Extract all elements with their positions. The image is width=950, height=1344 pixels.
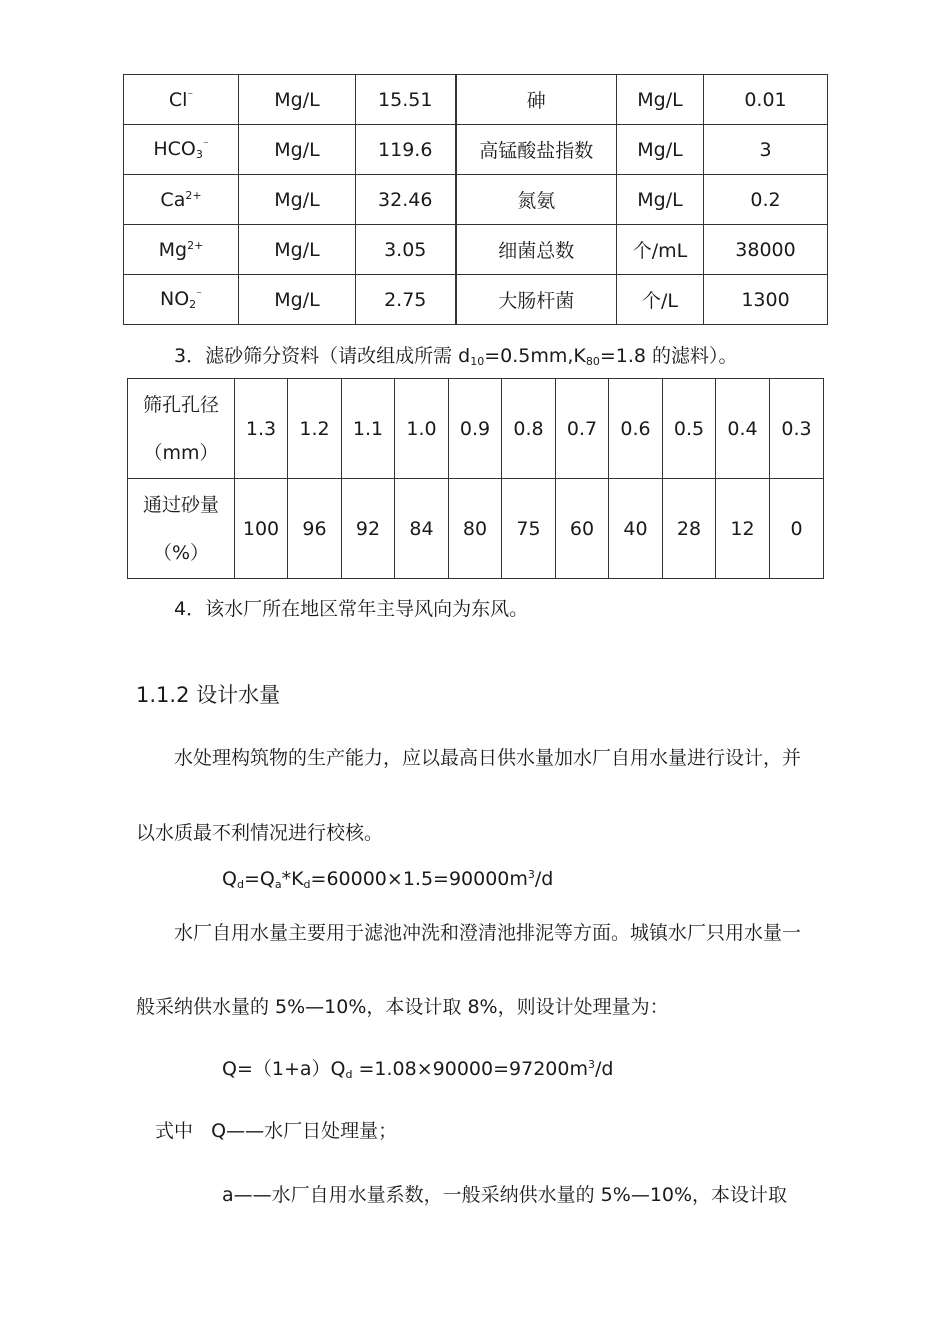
sieve-pass-cell: 80 [449,479,502,579]
cell-unit: Mg/L [239,175,356,225]
cell-param-2: 氮氨 [456,175,617,225]
sieve-size-cell: 0.8 [502,379,556,479]
a-coefficient-line: a——水厂自用水量系数，一般采纳供水量的 5%—10%，本设计取 [222,1184,788,1206]
cell-value-2: 3 [704,125,828,175]
cell-value-2: 38000 [704,225,828,275]
sieve-pass-label-line1: 通过砂量 [142,493,219,516]
sieve-pass-cell: 12 [716,479,770,579]
cell-unit-2: 个/L [617,275,704,325]
sieve-pass-cell: 75 [502,479,556,579]
cell-unit-2: 个/mL [617,225,704,275]
sieve-pass-cell: 40 [609,479,663,579]
cell-value-2: 1300 [704,275,828,325]
paragraph-2-line-1: 水厂自用水量主要用于滤池冲洗和澄清池排泥等方面。城镇水厂只用水量一 [174,922,802,944]
table-row [124,175,828,225]
cell-param [124,225,239,275]
sieve-caption-suffix: =1.8 的滤料）。 [599,345,738,367]
cell-value: 32.46 [356,175,456,225]
sieve-size-label-line1: 筛孔孔径 [142,393,219,416]
sieve-pass-cell: 100 [235,479,288,579]
cell-param-2: 大肠杆菌 [456,275,617,325]
formula-1 [222,868,553,891]
cell-param [124,175,239,225]
cell-value-2: 0.2 [704,175,828,225]
sieve-size-cell: 0.3 [770,379,824,479]
formula-2-exp: 3 [587,1058,595,1071]
ion-charge: ⁻ [202,138,209,151]
sieve-size-label-line2: （mm） [143,441,219,464]
formula-1-exp: 3 [527,868,535,881]
cell-unit-2: Mg/L [617,75,704,125]
sieve-size-cell: 1.3 [235,379,288,479]
where-line: 式中 Q——水厂日处理量； [155,1120,398,1142]
ion-symbol: Ca [160,188,186,211]
formula-1-q-sub: d [236,878,244,891]
sieve-size-row [128,379,824,479]
table-row [124,75,828,125]
formula-1-rest: =60000×1.5=90000m [310,868,528,890]
ion-charge: ⁻ [187,88,194,102]
cell-unit: Mg/L [239,125,356,175]
sieve-size-cell: 0.9 [449,379,502,479]
cell-param-2: 砷 [456,75,617,125]
cell-unit: Mg/L [239,275,356,325]
table-row [124,125,828,175]
cell-param-2: 高锰酸盐指数 [456,125,617,175]
formula-1-k-sub: d [303,878,311,891]
paragraph-1-line-1: 水处理构筑物的生产能力，应以最高日供水量加水厂自用水量进行设计，并 [174,747,802,769]
table-row [124,275,828,325]
water-quality-body [124,75,828,325]
sieve-analysis-table [127,378,824,579]
sieve-pass-cell: 60 [556,479,609,579]
cell-unit: Mg/L [239,225,356,275]
formula-2-unit: /d [594,1058,614,1080]
cell-param [124,75,239,125]
ion-charge: ⁻ [196,288,202,301]
sieve-size-cell: 0.5 [663,379,716,479]
k80-subscript: 80 [585,355,600,368]
paragraph-2-line-2: 般采纳供水量的 5%—10%，本设计取 8%，则设计处理量为： [136,996,669,1018]
ion-symbol: NO [160,288,190,310]
sieve-pass-label-line2: （%） [152,541,210,564]
cell-param [124,275,239,325]
cell-unit: Mg/L [239,75,356,125]
formula-2-q-sub: d [345,1068,353,1081]
cell-param-2: 细菌总数 [456,225,617,275]
ion-symbol: Mg [158,238,188,261]
sieve-caption [174,341,738,368]
sieve-size-cell: 0.7 [556,379,609,479]
sieve-pass-row [128,479,824,579]
cell-unit-2: Mg/L [617,125,704,175]
formula-2-rest: =1.08×90000=97200m [352,1058,588,1080]
formula-2-prefix: Q=（1+a）Q [222,1058,346,1080]
formula-2 [222,1054,613,1081]
sieve-pass-cell: 28 [663,479,716,579]
cell-unit-2: Mg/L [617,175,704,225]
sieve-size-cell: 1.2 [288,379,342,479]
sieve-pass-cell: 92 [342,479,395,579]
cell-value: 15.51 [356,75,456,125]
ion-charge: 2+ [185,188,202,202]
wind-note: 4．该水厂所在地区常年主导风向为东风。 [174,598,529,620]
sieve-pass-cell: 0 [770,479,824,579]
d10-subscript: 10 [470,355,485,368]
ion-charge: 2+ [187,238,204,252]
sieve-size-cell: 0.6 [609,379,663,479]
water-quality-table [123,74,828,325]
sieve-pass-cell: 96 [288,479,342,579]
ion-subscript: 2 [189,298,197,311]
sieve-caption-prefix: 3．滤砂筛分资料（请改组成所需 d [174,345,471,367]
sieve-size-label [128,379,235,479]
formula-1-eq: =Q [243,868,275,890]
sieve-size-cell: 0.4 [716,379,770,479]
sieve-size-cell: 1.1 [342,379,395,479]
ion-symbol: HCO [153,138,196,160]
cell-value: 2.75 [356,275,456,325]
cell-value: 119.6 [356,125,456,175]
table-row [124,225,828,275]
sieve-pass-label [128,479,235,579]
cell-param [124,125,239,175]
cell-value: 3.05 [356,225,456,275]
cell-value-2: 0.01 [704,75,828,125]
section-heading: 1.1.2 设计水量 [136,683,281,707]
ion-subscript: 3 [195,148,203,161]
formula-1-unit: /d [534,868,554,890]
formula-1-q: Q [222,868,237,890]
sieve-size-cell: 1.0 [395,379,449,479]
sieve-caption-mid: =0.5mm,K [484,345,586,367]
ion-symbol: Cl [168,88,188,111]
paragraph-1-line-2: 以水质最不利情况进行校核。 [136,822,384,844]
sieve-pass-cell: 84 [395,479,449,579]
formula-1-times: *K [281,868,304,890]
formula-1-a-sub: a [274,878,282,891]
